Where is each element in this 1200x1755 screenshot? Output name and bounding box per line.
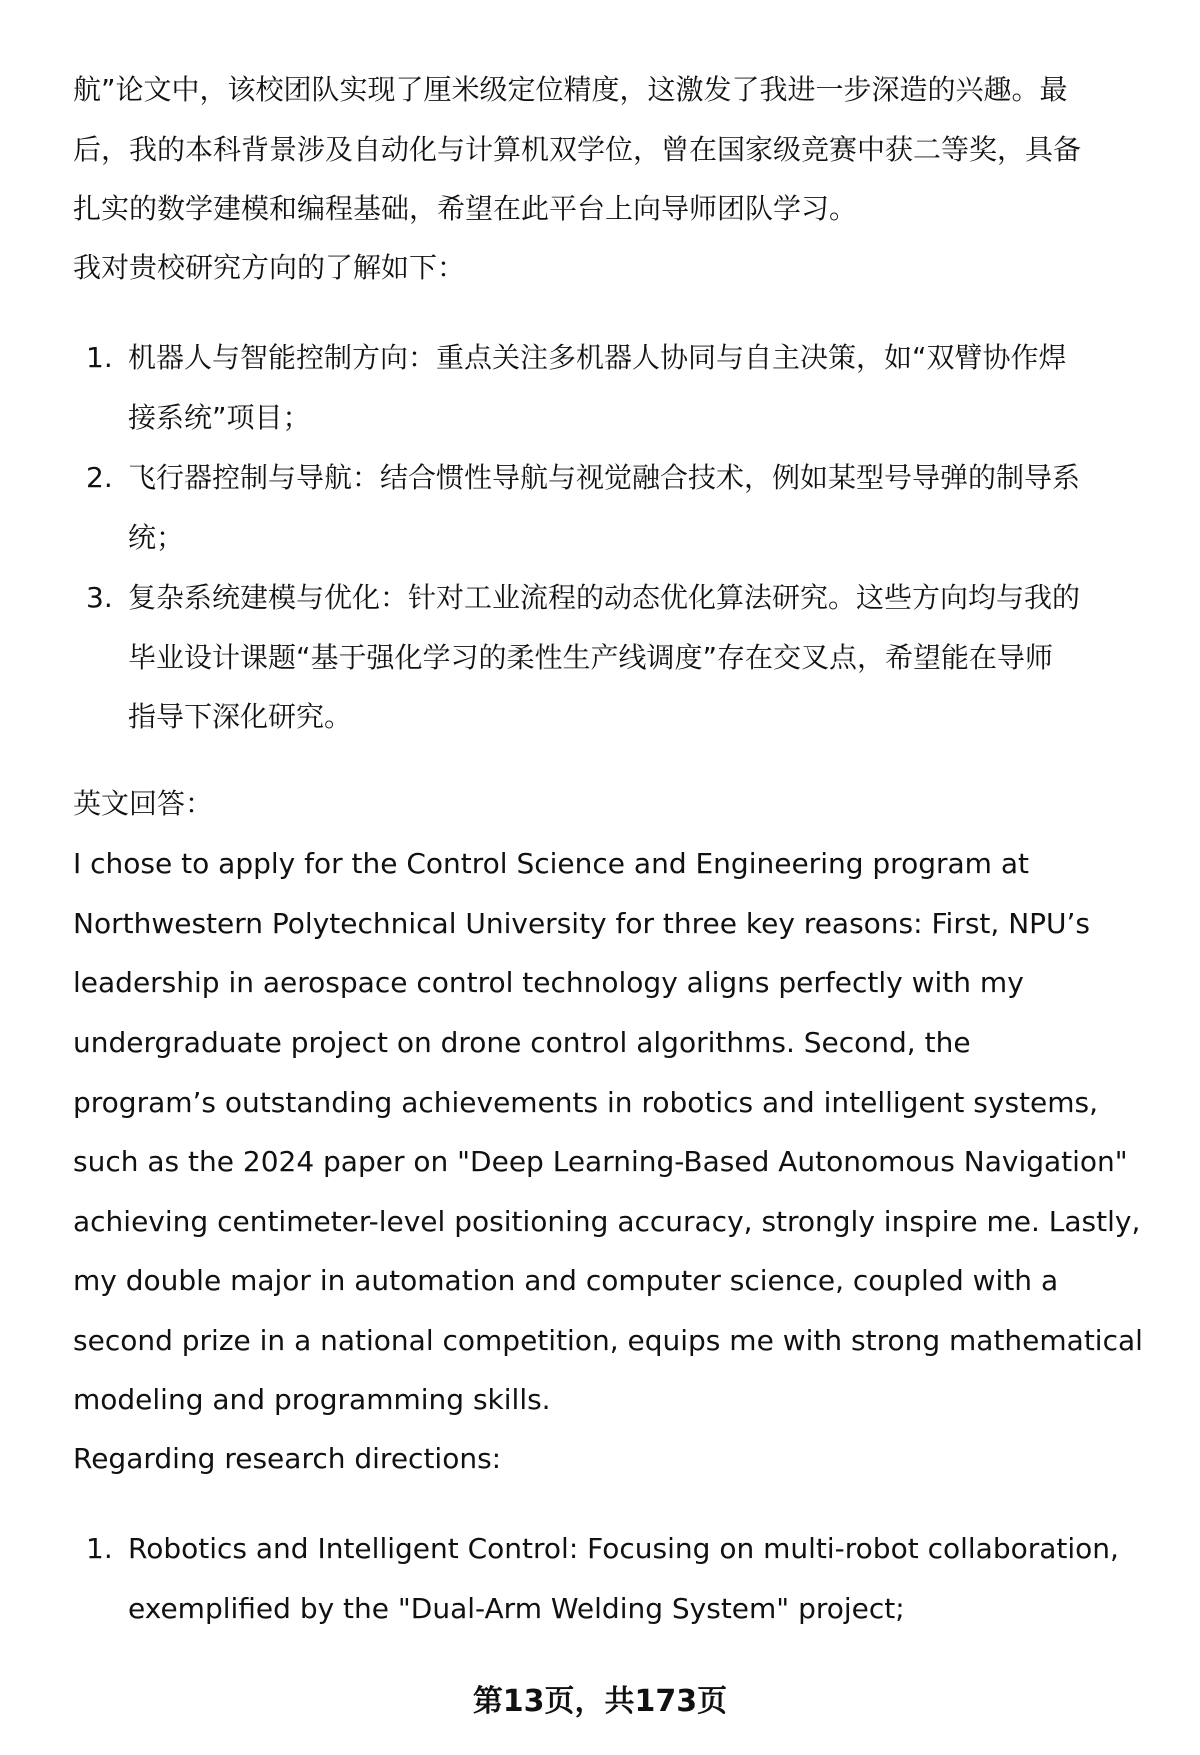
- list-item-line: 统；: [128, 521, 185, 554]
- list-number: 1.: [86, 1532, 113, 1565]
- paragraph-line: modeling and programming skills.: [73, 1383, 551, 1416]
- list-number: 2.: [86, 461, 113, 494]
- list-number: 3.: [86, 581, 113, 614]
- paragraph-line: Northwestern Polytechnical University for three key reasons: First, NPU’s: [73, 907, 1091, 940]
- en-directions-intro: Regarding research directions:: [73, 1442, 502, 1475]
- list-item-line: 飞行器控制与导航：结合惯性导航与视觉融合技术，例如某型号导弹的制导系: [128, 461, 1081, 494]
- list-item-line: 指导下深化研究。: [128, 700, 353, 733]
- list-item-line: 机器人与智能控制方向：重点关注多机器人协同与自主决策，如“双臂协作焊: [128, 341, 1067, 374]
- list-number: 1.: [86, 341, 113, 374]
- list-item-line: 毕业设计课题“基于强化学习的柔性生产线调度”存在交叉点，希望能在导师: [128, 641, 1054, 674]
- page-number: 第13页，共173页: [472, 1684, 728, 1719]
- paragraph-line: such as the 2024 paper on "Deep Learning-Based Autonomous Navigation": [73, 1145, 1128, 1178]
- paragraph-line: achieving centimeter-level positioning accuracy, strongly inspire me. Lastly,: [73, 1205, 1141, 1238]
- paragraph-line: 航”论文中，该校团队实现了厘米级定位精度，这激发了我进一步深造的兴趣。最: [73, 73, 1068, 106]
- list-item-line: 复杂系统建模与优化：针对工业流程的动态优化算法研究。这些方向均与我的: [128, 581, 1081, 614]
- paragraph-line: I chose to apply for the Control Science and Engineering program at: [73, 847, 1029, 880]
- paragraph-line: program’s outstanding achievements in robotics and intelligent systems,: [73, 1086, 1099, 1119]
- paragraph-line: 后，我的本科背景涉及自动化与计算机双学位，曾在国家级竞赛中获二等奖，具备: [73, 133, 1082, 166]
- cn-directions-intro: 我对贵校研究方向的了解如下：: [73, 251, 466, 284]
- paragraph-line: leadership in aerospace control technology aligns perfectly with my: [73, 966, 1024, 999]
- paragraph-line: undergraduate project on drone control algorithms. Second, the: [73, 1026, 971, 1059]
- paragraph-line: 扎实的数学建模和编程基础，希望在此平台上向导师团队学习。: [73, 192, 858, 225]
- list-item-line: Robotics and Intelligent Control: Focusing on multi-robot collaboration,: [128, 1532, 1119, 1565]
- paragraph-line: my double major in automation and computer science, coupled with a: [73, 1264, 1059, 1297]
- list-item-line: exemplified by the "Dual-Arm Welding System" project;: [128, 1592, 905, 1625]
- en-heading: 英文回答：: [73, 787, 214, 820]
- list-item-line: 接系统”项目；: [128, 401, 311, 434]
- paragraph-line: second prize in a national competition, equips me with strong mathematical: [73, 1324, 1143, 1357]
